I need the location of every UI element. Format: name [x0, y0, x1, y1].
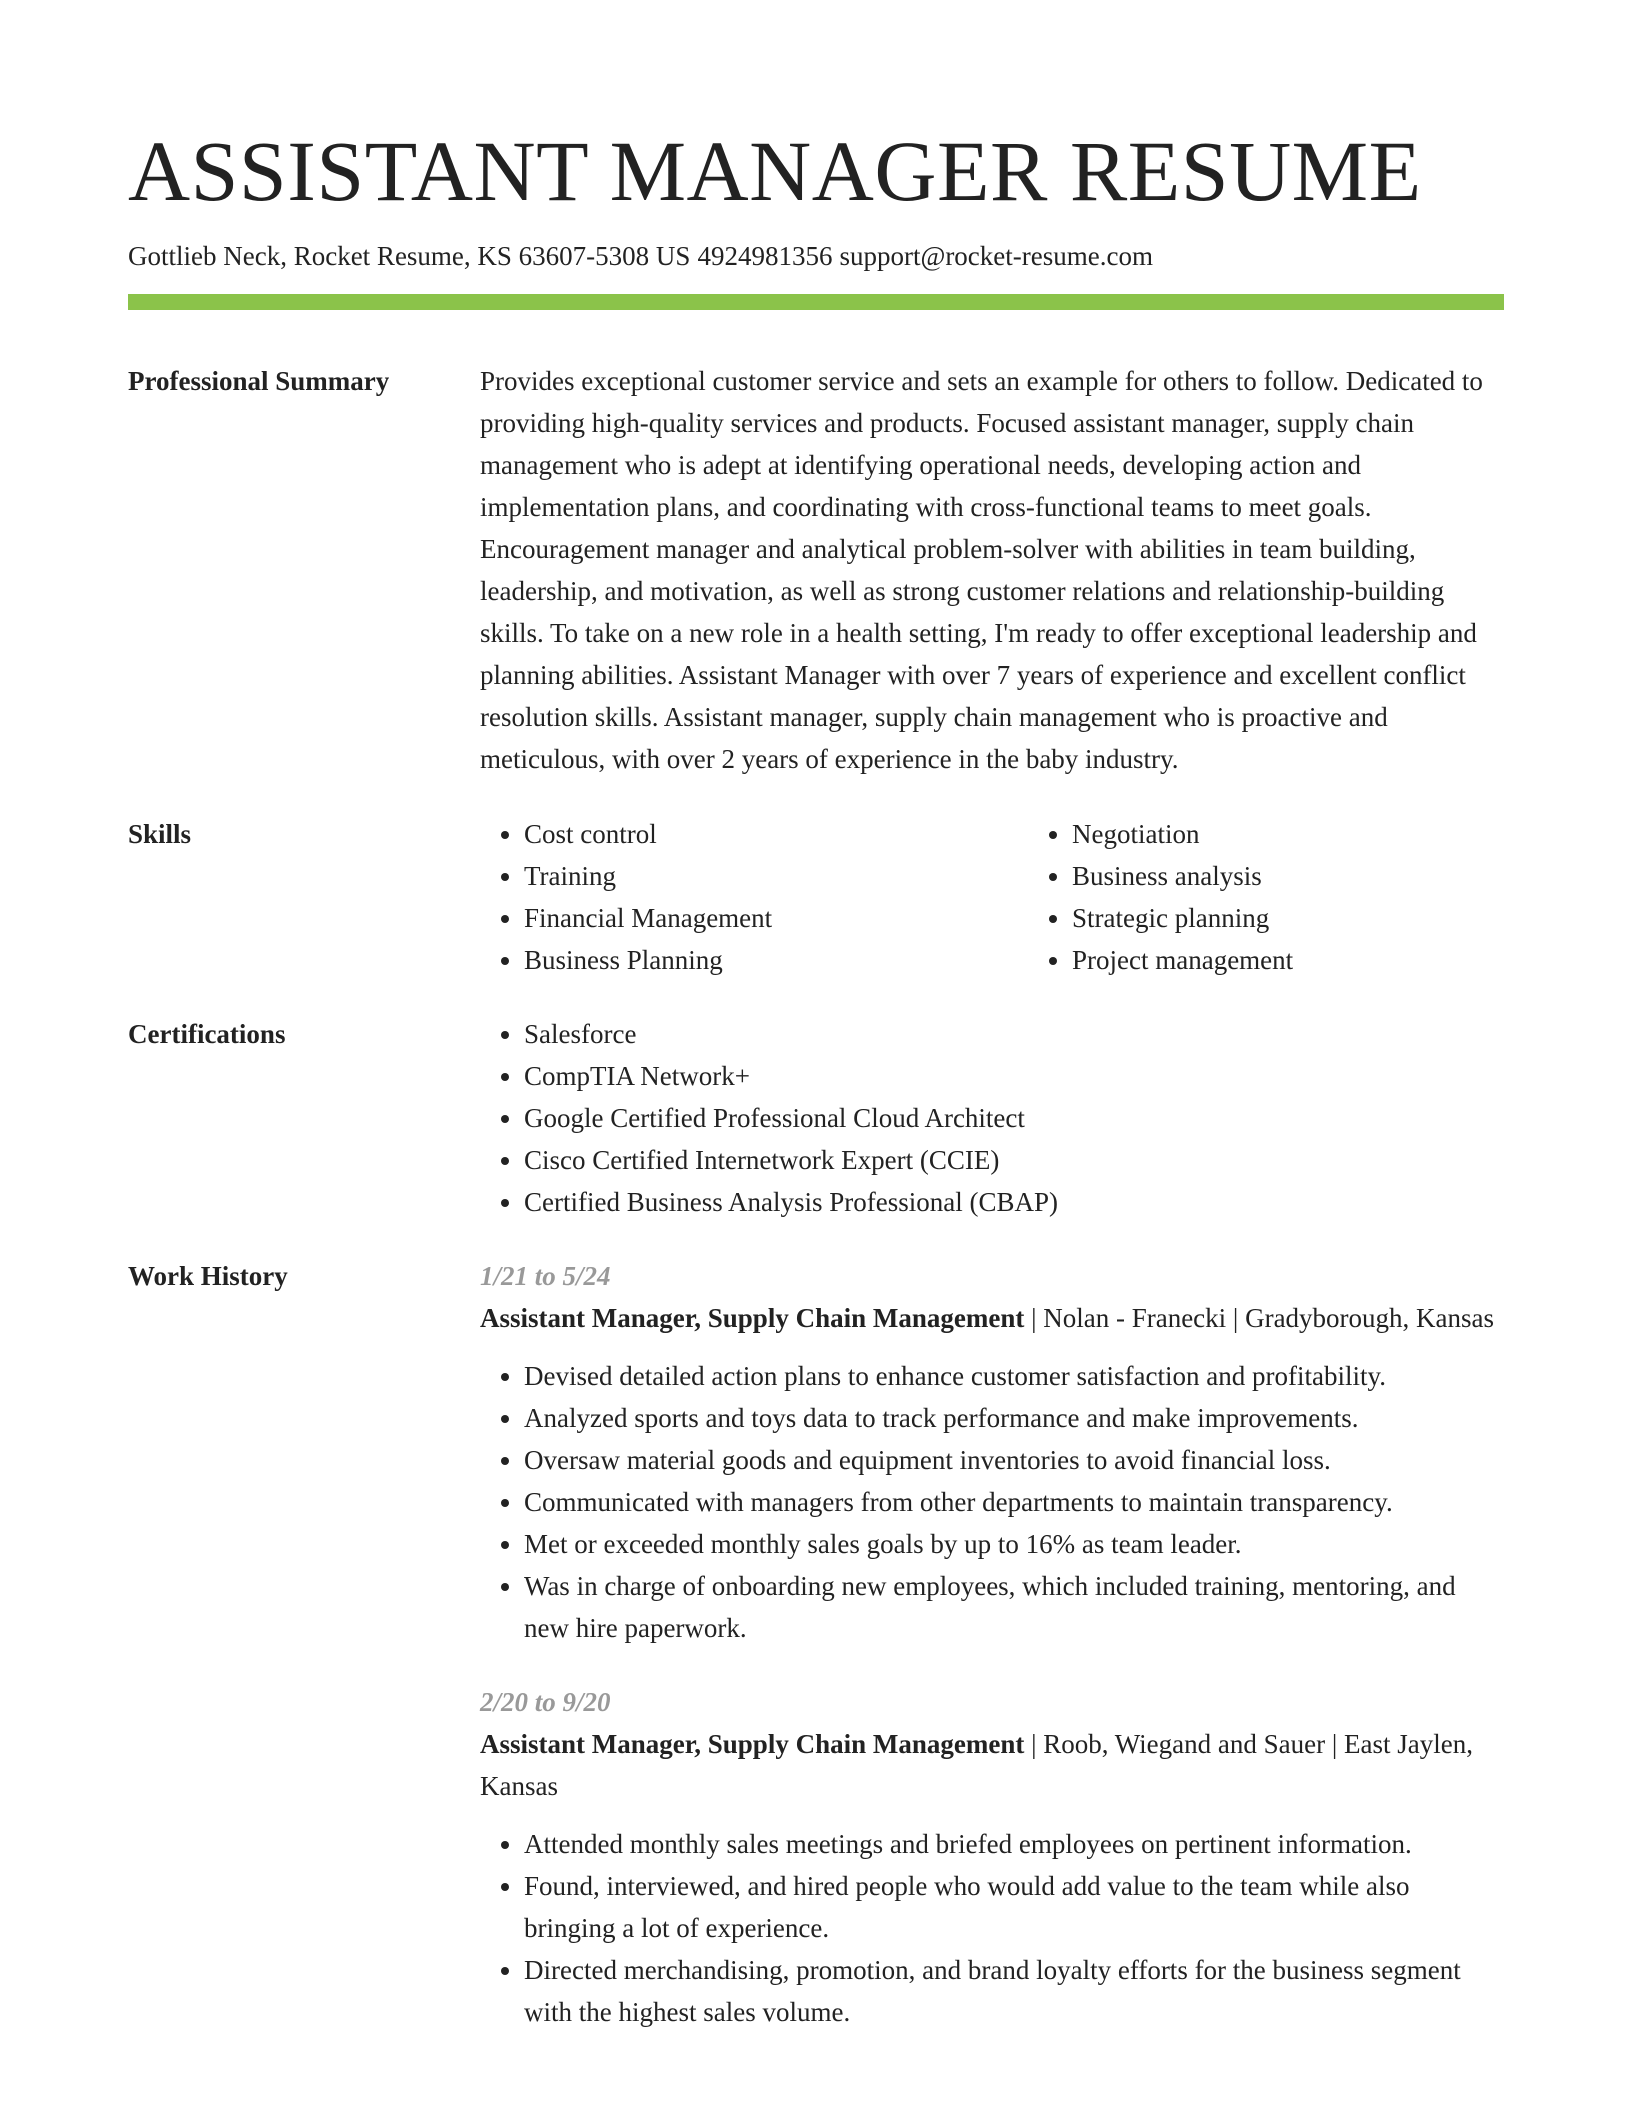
skills-section: [128, 813, 1504, 981]
job-bullet: • Analyzed sports and toys data to track performance and make improvements.: [524, 1397, 1504, 1439]
job-title: Assistant Manager, Supply Chain Management: [480, 1303, 1025, 1333]
job-bullet: • Met or exceeded monthly sales goals by up to 16% as team leader.: [524, 1523, 1504, 1565]
job-bullet: • Attended monthly sales meetings and briefed employees on pertinent information.: [524, 1823, 1504, 1865]
skill-item: • Business analysis: [1072, 855, 1576, 897]
skill-item: • Business Planning: [524, 939, 1028, 981]
contact-phone: 4924981356: [697, 241, 833, 271]
certifications-body: [480, 1013, 1504, 1223]
skills-heading: Skills: [128, 819, 192, 849]
certifications-heading: Certifications: [128, 1019, 286, 1049]
job-bullet: • Found, interviewed, and hired people who would add value to the team while also bringing a lot of experience.: [524, 1865, 1504, 1949]
summary-section: [128, 360, 1504, 780]
summary-body: [480, 360, 1504, 780]
job-bullet: • Directed merchandising, promotion, and brand loyalty efforts for the business segment with the highest sales volume.: [524, 1949, 1504, 2033]
contact-address: Gottlieb Neck, Rocket Resume, KS 63607-5308 US: [128, 241, 691, 271]
job-company-location: | Roob, Wiegand and Sauer | East Jaylen, Kansas: [480, 1729, 1473, 1801]
skill-item: • Financial Management: [524, 897, 1028, 939]
skills-column-1: [480, 813, 1028, 981]
job-entry: [480, 1255, 1504, 1649]
header-divider: [128, 294, 1504, 310]
job-bullet: • Devised detailed action plans to enhance customer satisfaction and profitability.: [524, 1355, 1504, 1397]
job-bullet: • Oversaw material goods and equipment inventories to avoid financial loss.: [524, 1439, 1504, 1481]
skill-item: • Cost control: [524, 813, 1028, 855]
certifications-list: [480, 1013, 1504, 1223]
work-history-heading: Work History: [128, 1261, 288, 1291]
skills-grid: [480, 813, 1576, 981]
work-history-body: [480, 1255, 1504, 2033]
certification-item: • Certified Business Analysis Professional (CBAP): [524, 1181, 1504, 1223]
contact-email: support@rocket-resume.com: [839, 241, 1153, 271]
skill-item: • Negotiation: [1072, 813, 1576, 855]
certification-item: • Google Certified Professional Cloud Architect: [524, 1097, 1504, 1139]
certification-item: • Cisco Certified Internetwork Expert (CCIE): [524, 1139, 1504, 1181]
summary-text: Provides exceptional customer service and sets an example for others to follow. Dedicated to providing high-quality services and products. Focused assistant manager, supply chain management who is adept at identifying operational needs, developing action and implementation plans, and coordinating with cross-functional teams to meet goals. Encouragement manager and analytical problem-solver with abilities in team building, leadership, and motivation, as well as strong customer relations and relationship-building skills. To take on a new role in a health setting, I'm ready to offer exceptional leadership and planning abilities. Assistant Manager with over 7 years of experience and excellent conflict resolution skills. Assistant manager, supply chain management who is proactive and meticulous, with over 2 years of experience in the baby industry.: [480, 366, 1483, 774]
job-dates: 1/21 to 5/24: [480, 1261, 611, 1291]
contact-line: [128, 238, 1504, 274]
work-history-section: [128, 1255, 1504, 2033]
skills-column-2: [1028, 813, 1576, 981]
job-dates: 2/20 to 9/20: [480, 1687, 611, 1717]
certification-item: • CompTIA Network+: [524, 1055, 1504, 1097]
skill-item: • Strategic planning: [1072, 897, 1576, 939]
job-entry: [480, 1681, 1504, 2033]
job-bullets: [480, 1823, 1504, 2033]
certifications-section: [128, 1013, 1504, 1223]
job-company-location: | Nolan - Franecki | Gradyborough, Kansas: [1024, 1303, 1495, 1333]
job-heading: [480, 1723, 1504, 1807]
job-bullet: • Communicated with managers from other departments to maintain transparency.: [524, 1481, 1504, 1523]
summary-heading: Professional Summary: [128, 366, 390, 396]
job-bullets: [480, 1355, 1504, 1649]
skill-item: • Project management: [1072, 939, 1576, 981]
skill-item: • Training: [524, 855, 1028, 897]
certification-item: • Salesforce: [524, 1013, 1504, 1055]
resume-title: ASSISTANT MANAGER RESUME: [128, 123, 1422, 219]
job-bullet: • Was in charge of onboarding new employees, which included training, mentoring, and new hire paperwork.: [524, 1565, 1504, 1649]
job-title: Assistant Manager, Supply Chain Management: [480, 1729, 1025, 1759]
job-heading: [480, 1297, 1504, 1339]
